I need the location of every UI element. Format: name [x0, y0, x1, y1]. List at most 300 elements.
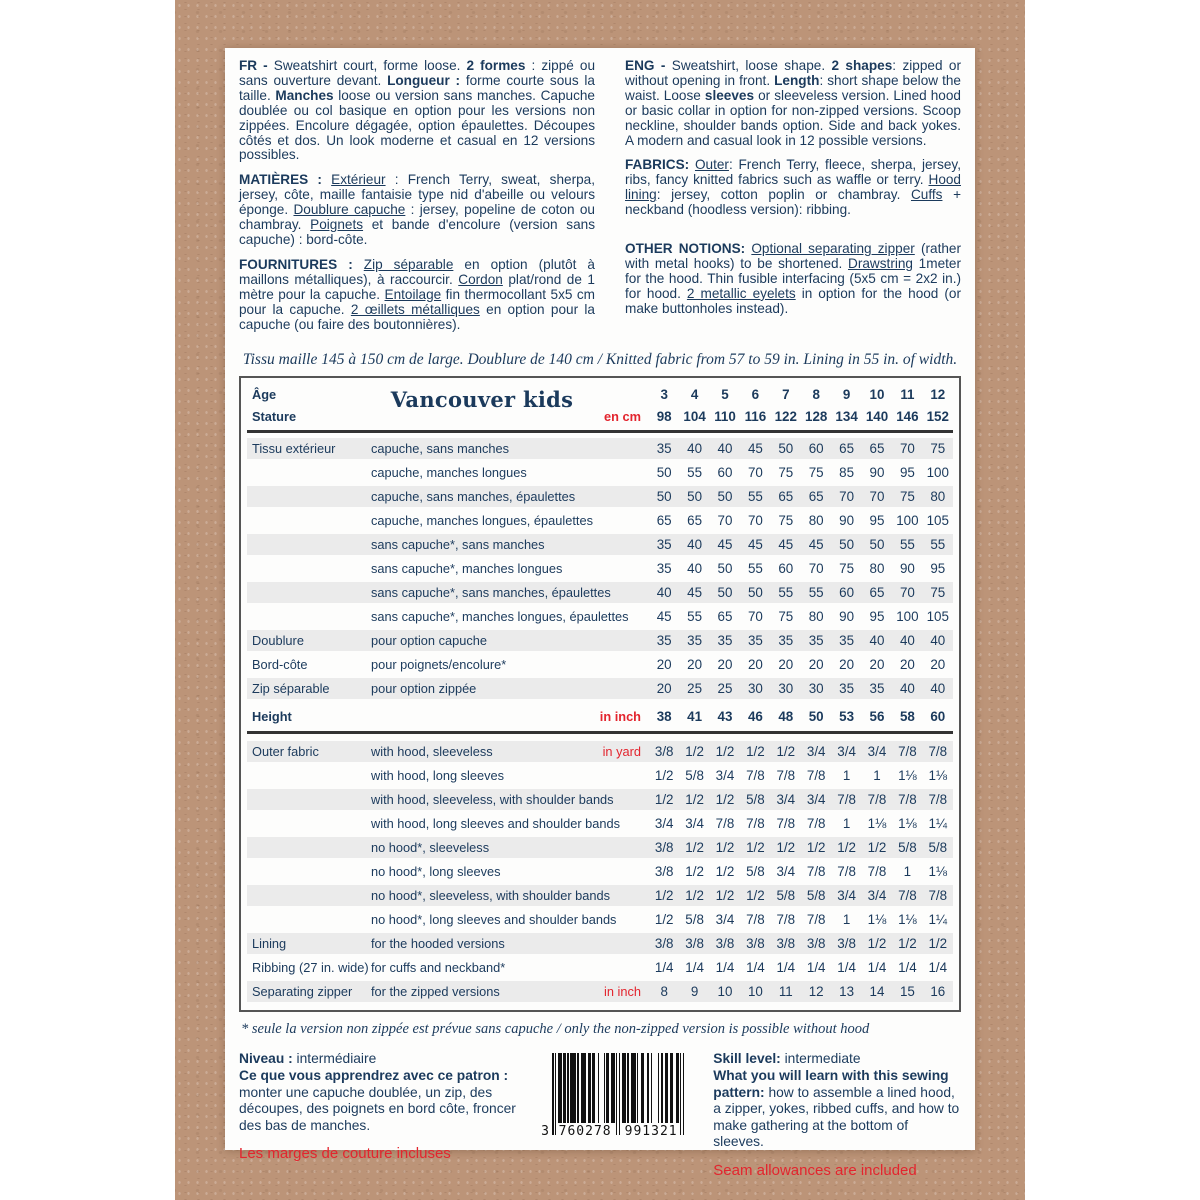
- table-cell: 10: [869, 386, 885, 402]
- table-cell: 50: [717, 561, 733, 577]
- table-cell: 1/4: [837, 960, 856, 976]
- row-group-label: Lining: [252, 936, 287, 952]
- table-cell: 1/4: [806, 960, 826, 976]
- table-cell: 105: [926, 513, 949, 529]
- table-cell: 35: [808, 633, 824, 649]
- table-cell: 35: [656, 633, 672, 649]
- table-cell: 1/2: [715, 888, 735, 904]
- table-cell: 3/8: [837, 936, 856, 952]
- table-cell: 3/8: [654, 744, 674, 760]
- table-cell: 40: [899, 681, 915, 697]
- table-cell: 7/8: [746, 768, 765, 784]
- table-cell: 1/2: [867, 936, 887, 952]
- text-run: plat/rond de 1 mètre pour la capuche.: [239, 271, 595, 302]
- row-description: sans capuche*, manches longues: [371, 561, 563, 577]
- description-columns: [239, 59, 961, 342]
- barcode-digit-right: 991321: [622, 1124, 680, 1139]
- table-cell: 35: [778, 633, 794, 649]
- table-cell: 55: [687, 609, 703, 625]
- table-cell: 3/8: [746, 936, 765, 952]
- unit-cm-label: en cm: [604, 408, 641, 424]
- table-cell: 43: [717, 709, 733, 725]
- text-run: Ce que vous apprendrez avec ce patron :: [239, 1068, 509, 1083]
- text-run: Sweatshirt court, forme loose.: [273, 58, 467, 73]
- table-cell: 70: [899, 585, 915, 601]
- table-row: [247, 582, 953, 603]
- table-cell: 1/2: [776, 744, 796, 760]
- text-run: FOURNITURES :: [239, 256, 364, 272]
- row-description: with hood, sleeveless, with shoulder bands: [371, 792, 614, 808]
- table-cell: 1⅛: [867, 912, 887, 928]
- barcode-digit-lead: 3: [541, 1124, 549, 1140]
- skill-text: [713, 1051, 961, 1151]
- table-cell: 1/4: [898, 960, 917, 976]
- table-cell: 70: [839, 489, 855, 505]
- table-cell: 75: [778, 465, 794, 481]
- table-cell: 3/4: [806, 792, 826, 808]
- table-cell: 7/8: [837, 792, 856, 808]
- table-cell: 1⅛: [898, 912, 917, 928]
- label-content: [225, 48, 975, 1191]
- table-cell: 7/8: [928, 792, 948, 808]
- row-unit: in inch: [604, 984, 641, 1000]
- table-cell: 65: [656, 513, 672, 529]
- table-cell: 3/4: [715, 912, 735, 928]
- row-description: pour option capuche: [371, 633, 487, 649]
- table-cell: 5/8: [898, 840, 917, 856]
- table-cell: 3/4: [837, 888, 856, 904]
- table-cell: 50: [747, 585, 763, 601]
- table-cell: 45: [747, 537, 763, 553]
- table-cell: 60: [808, 441, 824, 457]
- table-cell: 20: [899, 657, 915, 673]
- seam-allowance-note-fr: Les marges de couture incluses: [239, 1145, 451, 1163]
- text-run: Manches: [275, 87, 334, 103]
- unit-inch-label: in inch: [599, 709, 641, 725]
- table-cell: 7/8: [806, 816, 826, 832]
- text-run: Longueur :: [387, 72, 461, 88]
- table-cell: 5/8: [746, 864, 765, 880]
- table-cell: 41: [687, 709, 703, 725]
- table-cell: 3/4: [837, 744, 856, 760]
- table-cell: 35: [839, 633, 855, 649]
- text-run: MATIÈRES :: [239, 172, 332, 188]
- text-run: Sweatshirt, loose shape.: [671, 58, 832, 73]
- table-cell: 55: [747, 561, 763, 577]
- text-run: What you will learn with this sewing pattern:: [713, 1068, 949, 1100]
- table-cell: 7/8: [837, 864, 856, 880]
- table-row: [247, 534, 953, 555]
- table-cell: 35: [656, 561, 672, 577]
- text-run: Niveau :: [239, 1051, 297, 1067]
- row-description: for the zipped versions: [371, 984, 500, 1000]
- table-cell: 98: [656, 408, 672, 424]
- table-cell: 7/8: [898, 792, 917, 808]
- table-row: [247, 510, 953, 531]
- table-cell: 3/8: [685, 936, 704, 952]
- table-cell: 56: [869, 709, 885, 725]
- table-cell: 55: [687, 465, 703, 481]
- table-cell: 7/8: [776, 768, 796, 784]
- text-run: : jersey, cotton poplin or chambray.: [656, 187, 911, 203]
- table-cell: 3/8: [806, 936, 826, 952]
- text-run: en option (plutôt à maillons métalliques), à raccourcir.: [239, 256, 595, 287]
- text-run: et bande d'encolure (version sans capuche) : bord-côte.: [239, 217, 596, 247]
- table-cell: 104: [683, 408, 706, 424]
- text-run: en option pour la capuche (ou faire des boutonnières).: [239, 301, 595, 332]
- table-cell: 1: [842, 768, 851, 784]
- table-cell: 80: [808, 513, 824, 529]
- row-description: capuche, sans manches: [371, 441, 510, 457]
- table-cell: 122: [774, 408, 797, 424]
- text-run: : zipped or without opening in front.: [625, 58, 961, 88]
- row-group-label: Ribbing (27 in. wide): [252, 960, 369, 976]
- table-cell: 1/2: [746, 744, 765, 760]
- table-row: [247, 606, 953, 627]
- table-cell: 14: [869, 984, 885, 1000]
- table-row: [247, 654, 953, 675]
- row-unit: in yard: [602, 744, 641, 760]
- table-cell: 20: [808, 657, 824, 673]
- table-cell: 75: [778, 609, 794, 625]
- paragraph-fr-description: [239, 59, 595, 163]
- row-group-label: Outer fabric: [252, 744, 319, 760]
- table-cell: 48: [778, 709, 794, 725]
- table-cell: 1/2: [654, 888, 674, 904]
- table-cell: 45: [717, 537, 733, 553]
- table-cell: 7/8: [806, 768, 826, 784]
- table-cell: 3/8: [654, 840, 674, 856]
- table-row: [247, 462, 953, 483]
- table-cell: 65: [839, 441, 855, 457]
- table-cell: 75: [899, 489, 915, 505]
- table-cell: 116: [744, 408, 767, 424]
- age-header-row: [247, 384, 953, 404]
- text-run: : zippé ou sans ouverture devant.: [239, 58, 596, 88]
- table-cell: 7/8: [776, 816, 796, 832]
- table-cell: 3/4: [806, 744, 826, 760]
- table-cell: 50: [717, 489, 733, 505]
- table-cell: 3/4: [776, 792, 796, 808]
- barcode-digit-left: 760278: [556, 1124, 614, 1139]
- text-run: Skill level:: [713, 1051, 785, 1067]
- table-cell: 40: [687, 441, 703, 457]
- table-cell: 40: [930, 681, 946, 697]
- table-cell: 70: [747, 513, 763, 529]
- table-cell: 152: [926, 408, 949, 424]
- table-cell: 60: [930, 709, 946, 725]
- table-cell: 7/8: [776, 912, 796, 928]
- table-cell: 1/2: [898, 936, 917, 952]
- table-cell: 1¼: [928, 816, 948, 832]
- row-group-label: Separating zipper: [252, 984, 353, 1000]
- table-row: [247, 861, 953, 882]
- text-run: 2 metallic eyelets: [686, 285, 796, 301]
- table-cell: 1: [903, 864, 912, 880]
- table-cell: 5/8: [746, 792, 765, 808]
- table-cell: 20: [778, 657, 794, 673]
- row-group-label: Bord-côte: [252, 657, 308, 673]
- pattern-label: [225, 48, 975, 1179]
- text-run: OTHER NOTIONS:: [625, 241, 752, 257]
- height-header-row: [247, 706, 953, 727]
- table-cell: 7/8: [715, 816, 735, 832]
- text-run: loose ou version sans manches. Capuche doublée ou col basique en option pour les versions non zippées. Encolure dégagée, option épaulettes. Découpes côtés et dos. Un look moderne et casual en 12 versions possibles.: [239, 87, 595, 163]
- table-cell: 1/2: [685, 744, 704, 760]
- table-cell: 75: [930, 585, 946, 601]
- table-row: [247, 486, 953, 507]
- text-run: Length: [774, 72, 820, 88]
- text-run: Cordon: [458, 271, 503, 287]
- table-cell: 95: [930, 561, 946, 577]
- table-cell: 8: [812, 386, 820, 402]
- table-cell: 40: [899, 633, 915, 649]
- table-cell: 95: [869, 513, 885, 529]
- table-cell: 30: [778, 681, 794, 697]
- table-cell: 20: [656, 657, 672, 673]
- age-label: Âge: [252, 386, 277, 402]
- table-cell: 50: [869, 537, 885, 553]
- table-cell: 1/2: [685, 864, 704, 880]
- table-cell: 7/8: [746, 912, 765, 928]
- table-cell: 40: [930, 633, 946, 649]
- table-cell: 50: [778, 441, 794, 457]
- table-cell: 15: [899, 984, 915, 1000]
- row-description: capuche, manches longues, épaulettes: [371, 513, 593, 529]
- table-cell: 1/2: [746, 888, 765, 904]
- table-cell: 3/4: [867, 888, 887, 904]
- table-cell: 45: [687, 585, 703, 601]
- row-group-label: Zip séparable: [252, 681, 330, 697]
- table-cell: 3/4: [654, 816, 674, 832]
- table-cell: 70: [747, 609, 763, 625]
- table-cell: 90: [839, 609, 855, 625]
- table-row: [247, 813, 953, 834]
- row-group-label: Tissu extérieur: [252, 441, 336, 457]
- table-cell: 8: [660, 984, 668, 1000]
- table-cell: 3/8: [776, 936, 796, 952]
- table-cell: 50: [687, 489, 703, 505]
- table-cell: 1/2: [806, 840, 826, 856]
- table-cell: 1/2: [685, 888, 704, 904]
- table-cell: 1/2: [654, 768, 674, 784]
- table-cell: 11: [778, 984, 793, 1000]
- text-run: Drawstring: [848, 255, 913, 271]
- table-cell: 75: [808, 465, 824, 481]
- row-description: pour poignets/encolure*: [371, 657, 507, 673]
- row-description: with hood, long sleeves and shoulder bands: [371, 816, 621, 832]
- row-description: no hood*, sleeveless, with shoulder bands: [371, 888, 611, 904]
- table-cell: 90: [869, 465, 885, 481]
- paragraph-matieres: [239, 173, 595, 248]
- table-cell: 7/8: [806, 864, 826, 880]
- text-run: (rather with metal hooks) to be shortened.: [625, 241, 961, 271]
- table-cell: 10: [747, 984, 763, 1000]
- stature-label: Stature: [252, 408, 297, 424]
- table-cell: 7/8: [928, 744, 948, 760]
- table-cell: 65: [869, 585, 885, 601]
- table-cell: 70: [869, 489, 885, 505]
- table-cell: 5/8: [806, 888, 826, 904]
- table-cell: 7: [782, 386, 790, 402]
- table-cell: 80: [869, 561, 885, 577]
- table-cell: 40: [869, 633, 885, 649]
- text-run: + neckband (hoodless version): ribbing.: [625, 187, 962, 218]
- table-cell: 105: [926, 609, 949, 625]
- row-description: for the hooded versions: [371, 936, 505, 952]
- table-cell: 5: [721, 386, 729, 402]
- table-cell: 53: [839, 709, 855, 725]
- table-cell: 12: [930, 386, 946, 402]
- size-requirements-table: [239, 376, 961, 1012]
- table-cell: 1⅛: [867, 816, 887, 832]
- table-cell: 70: [747, 465, 763, 481]
- table-cell: 40: [717, 441, 733, 457]
- skill-level-english: [713, 1051, 961, 1179]
- table-cell: 35: [717, 633, 733, 649]
- paragraph-other-notions: [625, 242, 961, 317]
- text-run: Poignets: [310, 217, 364, 233]
- table-row: [247, 558, 953, 579]
- table-header: [247, 383, 953, 433]
- row-description: sans capuche*, sans manches, épaulettes: [371, 585, 611, 601]
- table-cell: 6: [751, 386, 760, 402]
- table-cell: 20: [839, 657, 855, 673]
- row-description: sans capuche*, manches longues, épaulettes: [371, 609, 629, 625]
- table-cell: 1/2: [776, 840, 796, 856]
- text-run: : short shape below the waist. Loose: [625, 72, 961, 103]
- table-cell: 12: [808, 984, 824, 1000]
- row-description: with hood, sleeveless: [371, 744, 493, 760]
- table-cell: 55: [930, 537, 946, 553]
- table-cell: 1/2: [715, 792, 735, 808]
- height-header: [247, 706, 953, 734]
- text-run: monter une capuche doublée, un zip, des découpes, des poignets en bord côte, froncer des bas de manches.: [239, 1084, 516, 1133]
- table-cell: 5/8: [928, 840, 948, 856]
- table-cell: 95: [899, 465, 915, 481]
- table-cell: 1/4: [776, 960, 796, 976]
- table-cell: 46: [747, 709, 763, 725]
- table-cell: 1: [873, 768, 881, 784]
- table-cell: 55: [808, 585, 824, 601]
- text-run: sleeves: [704, 87, 755, 103]
- barcode-area: [530, 1051, 697, 1179]
- table-cell: 7/8: [898, 744, 917, 760]
- table-cell: 1/4: [685, 960, 704, 976]
- table-cell: 1/4: [715, 960, 735, 976]
- table-cell: 7/8: [898, 888, 917, 904]
- stature-header-row: [247, 406, 953, 426]
- row-description: with hood, long sleeves: [371, 768, 505, 784]
- table-cell: 1/2: [654, 912, 674, 928]
- table-cell: 1/2: [715, 744, 735, 760]
- table-row: [247, 837, 953, 858]
- text-run: 1meter for the hood. Thin fusible interfacing (5x5 cm = 2x2 in.) for hood.: [625, 255, 961, 301]
- table-cell: 7/8: [867, 864, 887, 880]
- table-cell: 128: [805, 408, 828, 424]
- table-cell: 11: [900, 386, 915, 402]
- table-cell: 146: [896, 408, 919, 424]
- french-column: [239, 59, 595, 342]
- table-cell: 45: [808, 537, 824, 553]
- text-run: Optional separating zipper: [751, 241, 915, 257]
- table-cell: 20: [747, 657, 763, 673]
- table-cell: 45: [778, 537, 794, 553]
- table-cell: 1¼: [928, 912, 948, 928]
- table-cell: 1/4: [746, 960, 765, 976]
- table-row: [247, 438, 953, 459]
- table-cell: 25: [687, 681, 703, 697]
- table-cell: 1/2: [685, 840, 704, 856]
- table-cell: 3/4: [867, 744, 887, 760]
- table-cell: 10: [717, 984, 733, 1000]
- table-cell: 20: [869, 657, 885, 673]
- table-cell: 1/2: [715, 840, 735, 856]
- table-cell: 5/8: [776, 888, 796, 904]
- table-cell: 40: [687, 561, 703, 577]
- table-cell: 35: [656, 441, 672, 457]
- row-description: no hood*, long sleeves: [371, 864, 501, 880]
- table-cell: 35: [869, 681, 885, 697]
- table-cell: 50: [717, 585, 733, 601]
- table-cell: 3/4: [685, 816, 704, 832]
- table-cell: 1: [842, 912, 851, 928]
- table-row: [247, 765, 953, 786]
- table-cell: 3/4: [715, 768, 735, 784]
- table-cell: 5/8: [685, 912, 704, 928]
- table-cell: 16: [930, 984, 946, 1000]
- height-label: Height: [252, 709, 292, 725]
- asterisk-footnote: * seule la version non zippée est prévue sans capuche / only the non-zipped version is possible without hood: [241, 1021, 870, 1038]
- table-row: [247, 741, 953, 762]
- table-cell: 3/8: [654, 864, 674, 880]
- table-cell: 1/4: [867, 960, 887, 976]
- text-run: Extérieur: [331, 172, 386, 188]
- table-cell: 65: [717, 609, 733, 625]
- table-cell: 65: [778, 489, 794, 505]
- text-run: Entoilage: [384, 286, 442, 302]
- table-cell: 3/8: [654, 936, 674, 952]
- table-cell: 1/2: [837, 840, 856, 856]
- table-cell: 100: [896, 513, 919, 529]
- skill-level-french: [239, 1051, 530, 1179]
- table-cell: 90: [899, 561, 915, 577]
- table-cell: 20: [687, 657, 703, 673]
- table-cell: 55: [778, 585, 794, 601]
- table-cell: 40: [656, 585, 672, 601]
- table-cell: 7/8: [746, 816, 765, 832]
- table-cell: 38: [656, 709, 672, 725]
- table-cell: 90: [839, 513, 855, 529]
- table-row: [247, 630, 953, 651]
- table-cell: 60: [839, 585, 855, 601]
- table-cell: 1/2: [746, 840, 765, 856]
- table-cell: 30: [747, 681, 763, 697]
- fabric-width-note: Tissu maille 145 à 150 cm de large. Doublure de 140 cm / Knitted fabric from 57 to 59 in. Lining in 55 in. of width.: [242, 351, 958, 369]
- table-row: [247, 957, 953, 978]
- table-cell: 35: [839, 681, 855, 697]
- table-cell: 35: [747, 633, 763, 649]
- text-run: intermédiaire: [296, 1051, 377, 1067]
- table-cell: 50: [656, 465, 672, 481]
- bottom-section: [239, 1051, 961, 1179]
- text-run: 2 formes: [466, 58, 526, 73]
- table-cell: 65: [808, 489, 824, 505]
- text-run: in option for the hood (or make buttonholes instead).: [625, 285, 962, 316]
- table-cell: 4: [690, 386, 699, 402]
- text-run: : French Terry, sweat, sherpa, jersey, côte, maille fantaisie type nid d'abeille ou velours éponge.: [239, 172, 595, 218]
- table-cell: 50: [808, 709, 824, 725]
